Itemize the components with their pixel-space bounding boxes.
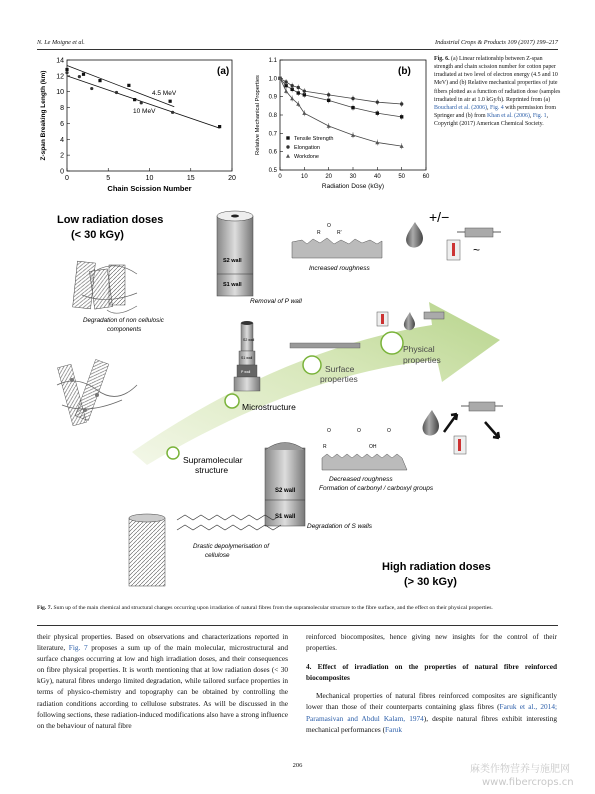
body-paragraph-right-1: reinforced biocomposites, hence giving new insights for the control of their properties. <box>306 632 557 653</box>
body-left-run[interactable]: Fig. 7 <box>68 643 88 653</box>
data-point <box>400 115 403 118</box>
fig6-caption-run: , Copyright (2017) American Chemical Society. <box>434 113 549 128</box>
legend-marker <box>286 154 290 158</box>
y-tick-label: 2 <box>60 152 64 160</box>
data-point <box>82 73 85 76</box>
data-point <box>127 84 130 87</box>
smooth-surface-icon <box>290 343 360 348</box>
degradation-s-walls-label: Degradation of S walls <box>307 523 373 530</box>
series-line <box>280 78 402 117</box>
high-dose-range: (> 30 kGy) <box>404 576 457 588</box>
low-dose-title: Low radiation doses <box>57 214 164 226</box>
depolymerisation-label: Drastic depolymerisation of <box>193 543 269 550</box>
body-right-run: Mechanical properties of natural fibres reinforced composites are significantly lower than those of their counterparts containing glass fibres ( <box>306 691 557 712</box>
svg-text:P wall: P wall <box>241 370 251 374</box>
y-tick-label: 0.7 <box>268 131 277 138</box>
s1-wall-label-bottom: S1 wall <box>275 514 296 520</box>
plot-frame <box>67 60 232 171</box>
fig6-caption-run: with permission from Springer and (b) from <box>434 104 556 120</box>
svg-text:R: R <box>323 444 327 450</box>
surface-props-label: Surface <box>325 364 355 374</box>
y-tick-label: 4 <box>60 136 64 144</box>
body-paragraph-left <box>37 631 288 731</box>
x-tick-label: 20 <box>228 175 236 182</box>
thermometer-bottom-icon <box>454 436 466 454</box>
x-tick-label: 0 <box>278 174 282 180</box>
data-point <box>65 68 68 71</box>
cellulose-chain-icon <box>129 514 281 586</box>
removal-p-wall-label: Removal of P wall <box>250 298 302 305</box>
data-point <box>327 99 330 102</box>
data-point <box>351 97 354 100</box>
data-point <box>327 93 330 96</box>
data-point <box>290 84 293 87</box>
svg-text:S2 wall: S2 wall <box>243 338 255 342</box>
body-right-run[interactable]: Faruk <box>385 724 403 734</box>
panel-b-label: (b) <box>398 66 411 77</box>
fig7-caption-run: Sum up of the main chemical and structural changes occurring upon irradiation of natural fibres from the supramolecular structure to the fibre surface, and the effect on their physical properties. <box>52 605 493 611</box>
y-axis-label: Relative Mechanical Properties <box>255 75 261 155</box>
plus-minus-sign: +/− <box>429 209 450 225</box>
data-point <box>171 111 174 114</box>
legend-label: Elongation <box>294 145 320 151</box>
fibre-tensile-small-icon <box>424 312 444 319</box>
x-axis-label: Radiation Dose (kGy) <box>321 183 385 190</box>
fit-line <box>67 76 220 128</box>
x-tick-label: 5 <box>106 175 111 182</box>
y-tick-label: 0.5 <box>268 168 277 174</box>
svg-text:OH: OH <box>369 444 377 450</box>
fibre-tensile-icon <box>457 228 501 237</box>
y-tick-label: 1.1 <box>268 58 277 64</box>
data-point <box>376 111 379 114</box>
fibre-bundle-icon <box>73 261 137 313</box>
supramolecular-label: Supramolecular <box>183 455 243 465</box>
body-paragraph-right-2 <box>306 690 557 734</box>
data-point <box>297 91 300 94</box>
svg-text:R: R <box>317 230 321 236</box>
high-dose-title: High radiation doses <box>382 561 491 573</box>
page-number: 206 <box>292 762 303 769</box>
legend-label: Workdone <box>294 154 319 160</box>
thermometer-small-icon <box>377 312 388 326</box>
body-right-run[interactable]: Faruk et al., 2014; Paramasivan and Abdul Kalam, 1974 <box>306 702 557 723</box>
surface-props-label-2: properties <box>320 374 358 384</box>
fig6-caption-run: Fig. 6. <box>434 56 450 62</box>
y-tick-label: 8 <box>60 105 64 113</box>
data-point <box>98 79 101 82</box>
x-tick-label: 20 <box>325 174 333 180</box>
watermark: 麻类作物营养与施肥网 www.fibercrops.cn <box>470 764 574 788</box>
fig7-caption-run: Fig. 7. <box>37 605 53 611</box>
low-dose-range: (< 30 kGy) <box>71 229 124 241</box>
fig6-caption-run[interactable]: Fig. 4 <box>489 104 504 111</box>
depolymerisation-label-2: cellulose <box>205 552 230 559</box>
section-title: 4. Effect of irradiation on the properties of natural fibre reinforced biocomposites <box>306 662 557 683</box>
s1-wall-label-top: S1 wall <box>223 282 242 288</box>
fit-line <box>67 66 174 107</box>
figure7-caption <box>37 604 558 613</box>
supramolecular-label-2: structure <box>195 465 229 475</box>
physical-props-label-2: properties <box>403 355 441 365</box>
s2-wall-label-top: S2 wall <box>223 258 242 264</box>
fig6-caption-run[interactable]: Fig. 1 <box>532 113 547 120</box>
svg-text:O: O <box>387 428 391 434</box>
fig6-caption-run: , <box>529 113 533 120</box>
x-tick-label: 15 <box>186 175 195 182</box>
x-tick-label: 0 <box>65 175 69 182</box>
y-tick-label: 0.8 <box>268 113 277 119</box>
y-tick-label: 14 <box>56 57 64 65</box>
data-point <box>140 101 143 104</box>
figure6-panel-b-chart <box>250 54 430 194</box>
data-point <box>400 102 403 105</box>
approx-sign: ~ <box>473 243 481 257</box>
x-tick-label: 10 <box>300 174 308 180</box>
x-axis-label: Chain Scission Number <box>107 184 192 193</box>
running-header-journal: Industrial Crops & Products 109 (2017) 199–217 <box>435 39 558 46</box>
fig6-caption-run: (a) Linear relationship between Z-span strength and chain scission number for cotton paper irradiated at two level of electron energy (4.5 and 10 MeV) and (b) Relative mechanical properties of jute fibers plotted as a function of radiation dose (samples irradiated in air at 1.0 kGy/h). Reprinted from (a) <box>434 56 561 103</box>
s2-wall-label-bottom: S2 wall <box>275 488 296 494</box>
header-rule <box>37 49 558 50</box>
figure6-panel-a-chart <box>37 54 247 194</box>
data-point <box>284 80 287 83</box>
y-tick-label: 1.0 <box>268 76 277 83</box>
increased-roughness-label: Increased roughness <box>309 265 370 272</box>
data-point <box>284 89 288 93</box>
annotation-10mev: 10 MeV <box>133 108 156 116</box>
progression-arrow <box>132 302 500 465</box>
body-column-left <box>37 631 288 731</box>
svg-text:S1 wall: S1 wall <box>241 356 253 360</box>
fibre-tensile-bottom-icon <box>461 402 503 411</box>
fig6-caption-run[interactable]: Bouchard et al. (2006) <box>434 104 487 111</box>
fig6-caption-run: , <box>487 104 490 111</box>
x-tick-label: 50 <box>398 174 406 180</box>
data-point <box>90 87 93 90</box>
x-tick-label: 60 <box>422 174 430 180</box>
figure6-caption <box>434 55 562 128</box>
y-tick-label: 0.9 <box>268 94 277 101</box>
annotation-4.5mev: 4.5 MeV <box>151 89 177 97</box>
legend-marker <box>286 145 289 148</box>
y-axis-label: Z-span Breaking Length (km) <box>40 70 47 161</box>
stage-circle-physical <box>381 332 403 354</box>
y-tick-label: 0 <box>60 168 64 176</box>
x-tick-label: 10 <box>145 175 154 182</box>
stage-circle-supramolecular <box>167 447 179 459</box>
data-point <box>303 89 306 92</box>
degradation-noncellulosic-label: Degradation of non cellulosic <box>83 317 164 324</box>
y-tick-label: 6 <box>60 120 64 128</box>
data-point <box>65 71 68 74</box>
degradation-noncellulosic-label-2: components <box>107 326 142 333</box>
thermometer-icon <box>447 240 460 260</box>
decreased-roughness-label: Decreased roughness <box>329 476 393 483</box>
data-point <box>376 100 379 103</box>
microstructure-label: Microstructure <box>242 402 296 412</box>
svg-text:O: O <box>327 223 331 229</box>
water-drop-small-icon <box>404 312 415 330</box>
rough-surface-icon <box>292 223 382 258</box>
supramolecular-network-icon <box>57 359 137 425</box>
svg-text:O: O <box>327 428 331 434</box>
water-drop-icon <box>406 222 423 248</box>
body-left-run: their physical properties. Based on observations and characterizations reported in literature, <box>37 632 288 653</box>
running-header-authors: N. Le Moigne et al. <box>37 39 85 46</box>
body-right-run: ), despite natural fibres exhibit interesting mechanical performances ( <box>306 713 557 734</box>
legend-label: Tensile Strength <box>294 136 334 142</box>
carbonyl-formation-label: Formation of carbonyl / carboxyl groups <box>319 485 434 492</box>
x-tick-label: 40 <box>373 174 381 180</box>
panel-a-label: (a) <box>217 66 230 77</box>
stage-circle-surface <box>303 356 321 374</box>
stage-circle-microstructure <box>225 394 239 408</box>
caption-rule <box>37 625 558 626</box>
fig6-caption-run[interactable]: Khan et al. (2006) <box>487 113 530 120</box>
svg-text:R': R' <box>337 230 342 236</box>
svg-text:O: O <box>357 428 361 434</box>
y-tick-label: 12 <box>56 73 64 81</box>
y-tick-label: 10 <box>56 89 64 97</box>
data-point <box>297 86 300 89</box>
body-column-right <box>306 631 557 735</box>
carbonyl-surface-icon <box>322 428 407 470</box>
body-left-run: proposes a sum up of the main molecular, microstructural and surface changes occurring at low and high irradiation doses, and their consequences on fibre physical properties. It is worth mentioning that at low radiation doses (< 30 kGy), natural fibres undergo limited degradation, while tailored surface properties in terms of physico-chemistry and topography can be obtained by controlling the radiation conditions according to cellulose substrates. As will be discussed in the following sections, these radiation-induced modifications also have a strong influence on the behaviour of natural fibre <box>37 643 288 730</box>
legend-marker <box>286 136 289 139</box>
physical-props-label: Physical <box>403 344 435 354</box>
data-point <box>78 75 81 78</box>
y-tick-label: 0.6 <box>268 149 277 156</box>
data-point <box>115 91 118 94</box>
water-drop-bottom-icon <box>423 410 439 436</box>
arrow-down-icon <box>485 422 499 438</box>
figure7-diagram <box>37 200 558 595</box>
data-point <box>327 124 331 128</box>
arrow-up-icon <box>444 414 457 432</box>
data-point <box>169 100 172 103</box>
data-point <box>351 106 354 109</box>
x-tick-label: 30 <box>349 174 357 180</box>
